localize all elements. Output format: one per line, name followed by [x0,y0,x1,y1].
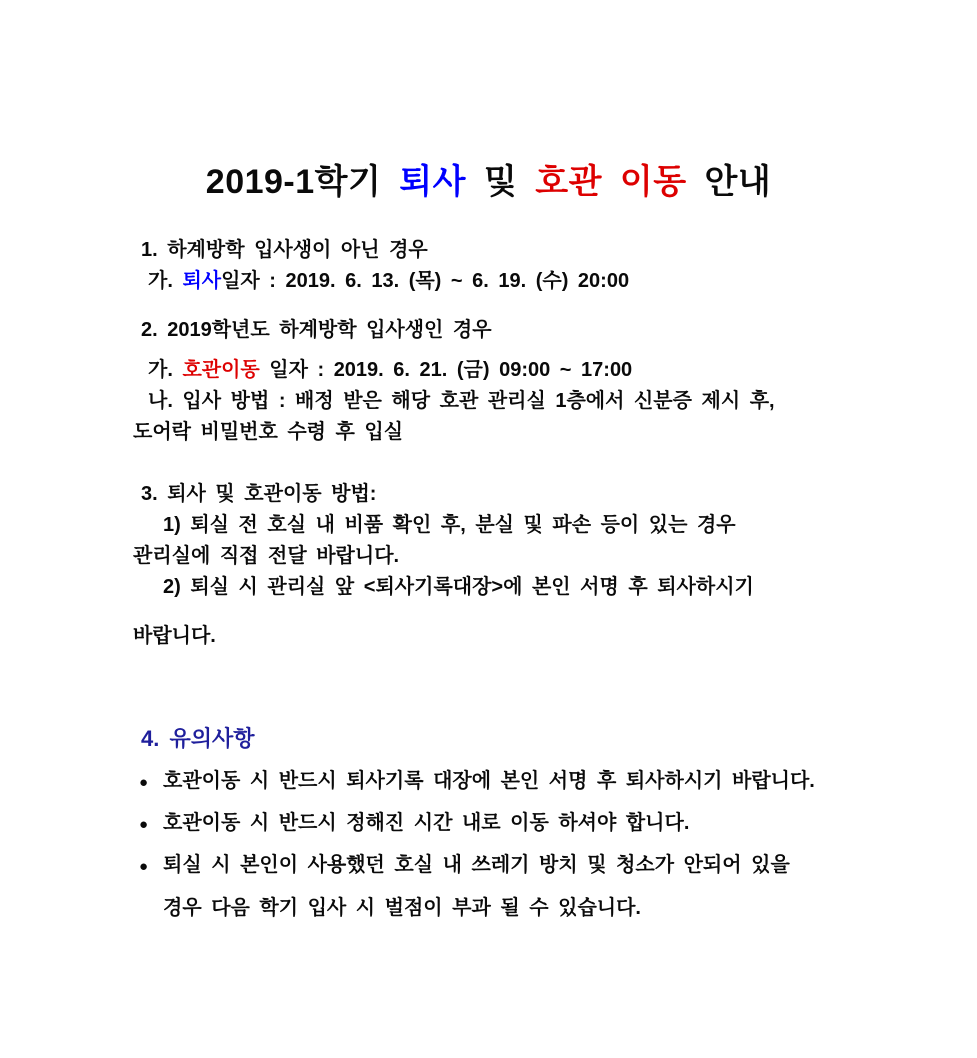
section-3-point-1-continuation: 관리실에 직접 전달 바랍니다. [133,545,400,567]
s2-ga-date-range: 일자 : 2019. 6. 21. (금) 09:00 ~ 17:00 [259,359,633,381]
section-1-item-checkout-date [133,266,937,297]
title-segment-and: 및 [466,163,536,201]
section-3-point-2: 2) 퇴실 시 관리실 앞 <퇴사기록대장>에 본인 서명 후 퇴사하시기 [163,576,754,598]
notice-bullet-cleaning-penalty-continuation: 경우 다음 학기 입사 시 벌점이 부과 될 수 있습니다. [163,897,641,919]
section-1-heading: 1. 하계방학 입사생이 아닌 경우 [141,239,428,261]
section-2-heading: 2. 2019학년도 하계방학 입사생인 경우 [141,319,492,341]
title-segment-semester: 2019-1학기 [205,163,400,201]
bullet-icon: ● [139,816,149,833]
section-4-heading: 4. 유의사항 [141,726,255,751]
title-segment-building-move: 호관 이동 [535,163,687,201]
notice-bullet-sign-record [133,766,937,798]
section-3-point-1: 1) 퇴실 전 호실 내 비품 확인 후, 분실 및 파손 등이 있는 경우 [163,514,736,536]
title-segment-checkout: 퇴사 [399,163,466,201]
page-title [0,0,977,204]
section-2-item-move-date [133,355,937,386]
notice-bullet-move-on-time [133,808,937,840]
section-2-item-checkin-method: 나. 입사 방법 : 배정 받은 해당 호관 관리실 1층에서 신분증 제시 후, [148,390,775,412]
notice-body [0,235,977,924]
bullet-icon: ● [139,774,149,791]
section-2-item-checkin-method-continuation: 도어락 비밀번호 수령 후 입실 [133,421,404,443]
section-3-point-2-continuation: 바랍니다. [133,625,216,647]
title-segment-guide: 안내 [686,163,772,201]
s1-ga-date-range: 일자 : 2019. 6. 13. (목) ~ 6. 19. (수) 20:00 [221,270,630,292]
bullet-text: 호관이동 시 반드시 퇴사기록 대장에 본인 서명 후 퇴사하시기 바랍니다. [163,770,815,792]
s2-ga-building-move-word: 호관이동 [182,359,260,381]
s1-ga-checkout-word: 퇴사 [182,270,222,292]
s2-ga-prefix: 가. [148,359,183,381]
s1-ga-prefix: 가. [148,270,183,292]
bullet-icon: ● [139,858,149,875]
bullet-text: 호관이동 시 반드시 정해진 시간 내로 이동 하셔야 합니다. [163,812,690,834]
section-3-heading: 3. 퇴사 및 호관이동 방법: [141,483,377,505]
notice-bullet-cleaning-penalty [133,850,937,882]
bullet-text: 퇴실 시 본인이 사용했던 호실 내 쓰레기 방치 및 청소가 안되어 있을 [163,854,790,876]
